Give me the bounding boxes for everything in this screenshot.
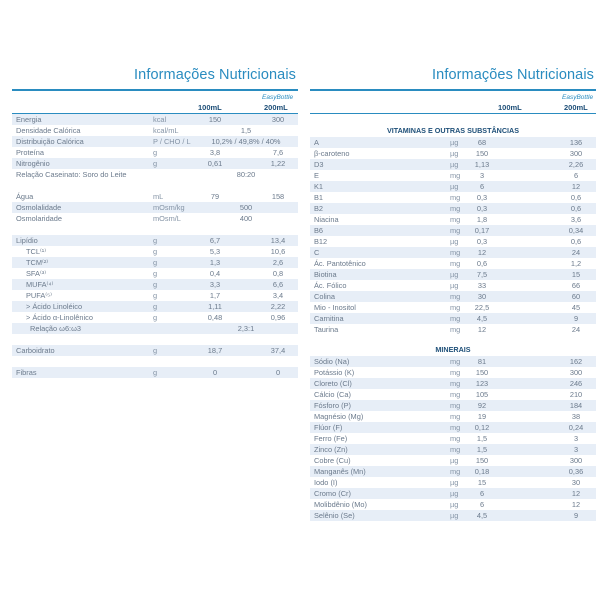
nutrient-name: Iodo (I) — [314, 478, 338, 487]
nutrient-name: Cobre (Cu) — [314, 456, 351, 465]
nutrient-name: MUFA⁽⁴⁾ — [26, 280, 54, 289]
nutrient-value-100ml: 6,7 — [209, 236, 221, 245]
nutrient-name: Magnésio (Mg) — [314, 412, 364, 421]
nutrient-name: Cloreto (Cl) — [314, 379, 352, 388]
nutrient-value-200ml: 37,4 — [270, 346, 286, 355]
nutrient-row — [12, 301, 298, 312]
nutrient-unit: g — [153, 291, 158, 300]
nutrient-unit: mg — [450, 445, 461, 454]
nutrient-row — [12, 125, 298, 136]
col-100ml-header: 100mL — [198, 103, 222, 112]
nutrient-row — [12, 213, 298, 224]
nutrient-name: D3 — [314, 160, 324, 169]
nutrient-value-200ml: 7,6 — [272, 148, 284, 157]
nutrient-value-100ml: 0,18 — [474, 467, 490, 476]
nutrient-value-100ml: 0,3 — [476, 193, 488, 202]
nutrient-unit: mg — [450, 303, 461, 312]
nutrient-unit: mg — [450, 248, 461, 257]
nutrition-panel-right — [310, 66, 596, 521]
nutrient-unit: g — [153, 148, 158, 157]
nutrient-name: SFA⁽³⁾ — [26, 269, 47, 278]
nutrient-unit: µg — [450, 149, 459, 158]
nutrient-row — [12, 169, 298, 180]
nutrition-panel-left — [12, 66, 298, 378]
nutrient-value-200ml: 0,96 — [270, 313, 286, 322]
nutrient-row — [310, 433, 596, 444]
nutrient-name: B6 — [314, 226, 324, 235]
nutrient-unit: P / CHO / L — [153, 137, 191, 146]
nutrient-value-100ml: 1,11 — [208, 302, 222, 311]
section-vitamins-title: VITAMINAS E OUTRAS SUBSTÂNCIAS — [386, 126, 520, 135]
nutrient-unit: mg — [450, 292, 461, 301]
nutrient-row — [310, 477, 596, 488]
nutrient-name: Relação Caseinato: Soro do Leite — [16, 170, 127, 179]
nutrient-value-100ml: 4,5 — [476, 511, 488, 520]
nutrient-name: B1 — [314, 193, 324, 202]
nutrient-row — [12, 158, 298, 169]
nutrient-unit: mg — [450, 434, 461, 443]
nutrient-unit: mg — [450, 193, 461, 202]
nutrient-name: Ferro (Fe) — [314, 434, 348, 443]
column-header — [310, 91, 596, 114]
nutrient-unit: µg — [450, 270, 459, 279]
nutrient-value-200ml: 45 — [571, 303, 581, 312]
nutrient-unit: mg — [450, 379, 461, 388]
nutrient-unit: mg — [450, 368, 461, 377]
nutrient-value-100ml: 4,5 — [476, 314, 488, 323]
nutrient-unit: g — [153, 302, 158, 311]
nutrient-value-100ml: 150 — [475, 456, 489, 465]
nutrient-name: Água — [16, 192, 34, 201]
nutrient-unit: mg — [450, 171, 461, 180]
nutrient-row — [310, 400, 596, 411]
nutrient-row — [310, 488, 596, 499]
nutrient-unit: µg — [450, 160, 459, 169]
nutrient-value-100ml: 0,48 — [207, 313, 223, 322]
nutrient-name: Niacina — [314, 215, 339, 224]
nutrient-value-200ml: 0,8 — [272, 269, 284, 278]
nutrient-name: A — [314, 138, 319, 147]
nutrient-name: Osmolaridade — [16, 214, 63, 223]
nutrient-value-200ml: 3,4 — [272, 291, 284, 300]
nutrient-value-200ml: 30 — [571, 478, 581, 487]
nutrient-value-merged: 10,2% / 49,8% / 40% — [211, 137, 281, 146]
nutrient-unit: g — [153, 247, 158, 256]
nutrient-value-100ml: 30 — [477, 292, 487, 301]
nutrient-value-100ml: 3,8 — [209, 148, 221, 157]
nutrient-value-200ml: 300 — [569, 456, 583, 465]
nutrient-row — [310, 280, 596, 291]
nutrient-unit: mg — [450, 259, 461, 268]
nutrient-unit: kcal — [153, 115, 167, 124]
nutrient-name: C — [314, 248, 320, 257]
nutrient-name: Cálcio (Ca) — [314, 390, 351, 399]
nutrient-unit: µg — [450, 281, 459, 290]
nutrient-value-200ml: 1,22 — [270, 159, 286, 168]
nutrient-row — [310, 466, 596, 477]
nutrient-unit: mg — [450, 325, 461, 334]
nutrient-value-200ml: 0,34 — [568, 226, 584, 235]
nutrient-value-100ml: 15 — [477, 478, 487, 487]
nutrient-value-200ml: 300 — [569, 368, 583, 377]
nutrient-row — [310, 367, 596, 378]
nutrient-unit: g — [153, 159, 158, 168]
spacer — [12, 334, 298, 345]
col-200ml-header: 200mL — [264, 103, 288, 112]
nutrient-row — [12, 323, 298, 334]
nutrient-unit: mg — [450, 215, 461, 224]
nutrient-name: Ác. Pantotênico — [314, 259, 366, 268]
nutrient-row — [310, 411, 596, 422]
nutrient-value-100ml: 0,3 — [476, 204, 488, 213]
spacer — [12, 224, 298, 235]
nutrient-name: Relação ω6:ω3 — [30, 324, 81, 333]
nutrient-row — [310, 170, 596, 181]
nutrient-value-100ml: 5,3 — [209, 247, 221, 256]
nutrient-name: Fósforo (P) — [314, 401, 351, 410]
nutrient-name: Potássio (K) — [314, 368, 355, 377]
nutrient-value-200ml: 60 — [571, 292, 581, 301]
nutrient-value-100ml: 79 — [210, 192, 220, 201]
nutrient-unit: µg — [450, 489, 459, 498]
nutrient-row — [12, 312, 298, 323]
nutrient-value-100ml: 6 — [479, 182, 485, 191]
nutrient-value-100ml: 1,8 — [476, 215, 488, 224]
nutrient-row — [12, 246, 298, 257]
nutrient-value-100ml: 1,7 — [209, 291, 221, 300]
nutrient-value-200ml: 9 — [573, 511, 579, 520]
nutrient-name: Carnitina — [314, 314, 344, 323]
nutrient-name: Nitrogênio — [16, 159, 50, 168]
nutrient-row — [12, 367, 298, 378]
nutrient-value-200ml: 66 — [571, 281, 581, 290]
nutrient-unit: g — [153, 313, 158, 322]
nutrient-value-200ml: 2,6 — [272, 258, 284, 267]
nutrient-unit: µg — [450, 511, 459, 520]
nutrient-name: Mio - Inositol — [314, 303, 356, 312]
column-header — [12, 91, 298, 114]
nutrient-value-100ml: 18,7 — [207, 346, 223, 355]
nutrient-value-100ml: 0,6 — [476, 259, 488, 268]
nutrient-unit: mg — [450, 467, 461, 476]
nutrient-unit: µg — [450, 456, 459, 465]
nutrient-value-200ml: 0,6 — [570, 237, 582, 246]
nutrient-value-100ml: 12 — [477, 248, 487, 257]
nutrient-value-merged: 1,5 — [240, 126, 252, 135]
nutrient-row — [310, 444, 596, 455]
nutrient-value-200ml: 0,6 — [570, 204, 582, 213]
nutrient-value-200ml: 210 — [569, 390, 583, 399]
nutrient-unit: g — [153, 346, 158, 355]
nutrient-value-200ml: 3 — [573, 434, 579, 443]
col-200ml-header: 200mL — [564, 103, 588, 112]
nutrient-value-100ml: 1,3 — [209, 258, 221, 267]
nutrient-value-100ml: 6 — [479, 500, 485, 509]
nutrient-name: PUFA⁽⁵⁾ — [26, 291, 52, 300]
nutrient-name: Molibdênio (Mo) — [314, 500, 367, 509]
nutrient-name: Ác. Fólico — [314, 281, 347, 290]
nutrient-value-200ml: 0,36 — [568, 467, 584, 476]
nutrient-value-200ml: 13,4 — [270, 236, 286, 245]
nutrient-row — [310, 258, 596, 269]
nutrient-value-merged: 500 — [239, 203, 253, 212]
nutrient-value-200ml: 0 — [275, 368, 281, 377]
nutrient-row — [12, 147, 298, 158]
nutrient-value-200ml: 2,22 — [270, 302, 286, 311]
nutrient-value-100ml: 0,12 — [474, 423, 490, 432]
nutrient-value-100ml: 3 — [479, 171, 485, 180]
nutrient-row — [310, 148, 596, 159]
nutrient-name: Flúor (F) — [314, 423, 343, 432]
spacer — [12, 180, 298, 191]
nutrient-value-200ml: 1,2 — [570, 259, 582, 268]
vitamins-table — [310, 137, 596, 335]
nutrient-value-100ml: 12 — [477, 325, 487, 334]
nutrient-name: Sódio (Na) — [314, 357, 350, 366]
col-easybottle-label: EasyBottle — [562, 94, 594, 101]
nutrient-unit: mg — [450, 357, 461, 366]
nutrient-name: Distribuição Calórica — [16, 137, 84, 146]
nutrient-unit: g — [153, 269, 158, 278]
nutrient-value-200ml: 10,6 — [270, 247, 286, 256]
nutrient-row — [12, 290, 298, 301]
nutrient-row — [310, 203, 596, 214]
spacer — [12, 356, 298, 367]
nutrient-value-200ml: 6,6 — [272, 280, 284, 289]
nutrient-value-200ml: 24 — [571, 325, 581, 334]
nutrient-value-200ml: 38 — [571, 412, 581, 421]
nutrient-name: Proteína — [16, 148, 44, 157]
nutrient-name: > Ácido Linoléico — [26, 302, 83, 311]
nutrient-row — [310, 313, 596, 324]
nutrient-row — [310, 455, 596, 466]
nutrient-row — [310, 137, 596, 148]
nutrient-name: Manganês (Mn) — [314, 467, 366, 476]
nutrient-value-200ml: 6 — [573, 171, 579, 180]
nutrient-value-merged: 80:20 — [236, 170, 256, 179]
nutrient-name: TCL⁽¹⁾ — [26, 247, 47, 256]
nutrient-value-100ml: 123 — [475, 379, 489, 388]
nutrient-value-200ml: 12 — [571, 489, 581, 498]
nutrient-unit: µg — [450, 478, 459, 487]
nutrient-value-100ml: 0,3 — [476, 237, 488, 246]
nutrient-unit: µg — [450, 138, 459, 147]
nutrient-value-100ml: 0,61 — [207, 159, 223, 168]
nutrient-row — [310, 225, 596, 236]
nutrient-name: Biotina — [314, 270, 337, 279]
nutrient-row — [310, 236, 596, 247]
nutrient-value-200ml: 0,24 — [568, 423, 584, 432]
panel-title: Informações Nutricionais — [432, 67, 594, 83]
nutrient-row — [12, 257, 298, 268]
nutrient-row — [310, 291, 596, 302]
nutrient-name: Cromo (Cr) — [314, 489, 351, 498]
nutrient-value-200ml: 300 — [271, 115, 285, 124]
nutrient-row — [12, 279, 298, 290]
nutrient-value-200ml: 300 — [569, 149, 583, 158]
nutrient-name: Zinco (Zn) — [314, 445, 348, 454]
nutrient-value-merged: 2,3:1 — [237, 324, 255, 333]
nutrient-row — [12, 345, 298, 356]
nutrient-value-200ml: 162 — [569, 357, 583, 366]
nutrient-value-200ml: 2,26 — [568, 160, 584, 169]
nutrient-value-merged: 400 — [239, 214, 253, 223]
nutrient-value-200ml: 3 — [573, 445, 579, 454]
nutrient-name: B12 — [314, 237, 328, 246]
nutrient-name: Densidade Calórica — [16, 126, 81, 135]
nutrient-value-200ml: 136 — [569, 138, 583, 147]
nutrient-unit: mg — [450, 412, 461, 421]
nutrient-row — [310, 269, 596, 280]
nutrient-unit: mg — [450, 401, 461, 410]
nutrient-row — [310, 159, 596, 170]
nutrient-value-100ml: 0,4 — [209, 269, 221, 278]
nutrient-value-100ml: 6 — [479, 489, 485, 498]
nutrient-value-200ml: 246 — [569, 379, 583, 388]
minerals-table — [310, 356, 596, 521]
nutrient-value-100ml: 105 — [475, 390, 489, 399]
nutrient-value-100ml: 150 — [475, 368, 489, 377]
nutrient-value-100ml: 92 — [477, 401, 487, 410]
nutrient-value-200ml: 158 — [271, 192, 285, 201]
col-100ml-header: 100mL — [498, 103, 522, 112]
nutrient-value-200ml: 24 — [571, 248, 581, 257]
nutrient-name: E — [314, 171, 319, 180]
nutrient-name: β-caroteno — [314, 149, 350, 158]
nutrient-name: Taurina — [314, 325, 339, 334]
nutrient-name: Energia — [16, 115, 42, 124]
nutrient-row — [12, 235, 298, 246]
nutrient-unit: µg — [450, 500, 459, 509]
spacer — [310, 335, 596, 343]
nutrient-value-100ml: 7,5 — [476, 270, 488, 279]
nutrient-value-100ml: 33 — [477, 281, 487, 290]
nutrient-unit: mg — [450, 204, 461, 213]
nutrient-value-200ml: 15 — [571, 270, 581, 279]
nutrient-unit: g — [153, 258, 158, 267]
nutrient-value-100ml: 150 — [208, 115, 222, 124]
nutrient-unit: mOsm/kg — [153, 203, 185, 212]
nutrient-row — [310, 499, 596, 510]
nutrient-row — [310, 510, 596, 521]
nutrient-name: TCM⁽²⁾ — [26, 258, 49, 267]
nutrient-name: K1 — [314, 182, 324, 191]
nutrient-value-100ml: 1,5 — [476, 434, 488, 443]
nutrient-unit: µg — [450, 182, 459, 191]
nutrient-row — [310, 181, 596, 192]
nutrient-row — [310, 422, 596, 433]
nutrient-value-100ml: 22,5 — [474, 303, 490, 312]
nutrient-unit: mg — [450, 226, 461, 235]
nutrient-name: Fibras — [16, 368, 37, 377]
col-easybottle-label: EasyBottle — [262, 94, 294, 101]
nutrient-row — [310, 214, 596, 225]
nutrient-table — [12, 114, 298, 378]
nutrient-value-100ml: 68 — [477, 138, 487, 147]
nutrient-row — [310, 247, 596, 258]
nutrient-unit: kcal/mL — [153, 126, 179, 135]
nutrient-unit: mL — [153, 192, 164, 201]
nutrient-value-100ml: 3,3 — [209, 280, 221, 289]
nutrient-unit: mg — [450, 314, 461, 323]
nutrient-row — [310, 192, 596, 203]
nutrient-unit: g — [153, 280, 158, 289]
nutrient-row — [12, 202, 298, 213]
nutrient-row — [12, 136, 298, 147]
nutrient-value-100ml: 19 — [477, 412, 487, 421]
nutrient-unit: mOsm/L — [153, 214, 181, 223]
nutrient-row — [310, 356, 596, 367]
nutrient-value-200ml: 3,6 — [570, 215, 582, 224]
nutrient-value-200ml: 12 — [571, 182, 581, 191]
nutrient-row — [310, 378, 596, 389]
nutrient-value-100ml: 0,17 — [474, 226, 490, 235]
nutrient-unit: mg — [450, 390, 461, 399]
nutrient-value-100ml: 81 — [477, 357, 487, 366]
nutrient-value-100ml: 1,5 — [476, 445, 488, 454]
nutrient-name: Colina — [314, 292, 335, 301]
nutrient-value-100ml: 1,13 — [474, 160, 490, 169]
nutrient-unit: g — [153, 236, 158, 245]
nutrient-value-100ml: 150 — [475, 149, 489, 158]
nutrient-unit: g — [153, 368, 158, 377]
nutrient-row — [310, 324, 596, 335]
nutrient-name: Selênio (Se) — [314, 511, 355, 520]
nutrient-value-200ml: 0,6 — [570, 193, 582, 202]
nutrient-value-100ml: 0 — [212, 368, 218, 377]
nutrient-value-200ml: 9 — [573, 314, 579, 323]
nutrient-name: Lipídio — [16, 236, 38, 245]
nutrient-unit: mg — [450, 423, 461, 432]
nutrient-row — [12, 114, 298, 125]
nutrient-row — [12, 191, 298, 202]
section-minerals-title: MINERAIS — [435, 345, 471, 354]
nutrient-row — [310, 302, 596, 313]
nutrient-name: > Ácido α-Linolênico — [26, 313, 93, 322]
spacer — [310, 114, 596, 124]
nutrient-name: Osmolalidade — [16, 203, 62, 212]
nutrient-unit: µg — [450, 237, 459, 246]
nutrient-row — [310, 389, 596, 400]
nutrient-name: Carboidrato — [16, 346, 55, 355]
nutrient-value-200ml: 12 — [571, 500, 581, 509]
panel-title: Informações Nutricionais — [134, 67, 296, 83]
nutrient-name: B2 — [314, 204, 324, 213]
nutrient-value-200ml: 184 — [569, 401, 583, 410]
nutrient-row — [12, 268, 298, 279]
